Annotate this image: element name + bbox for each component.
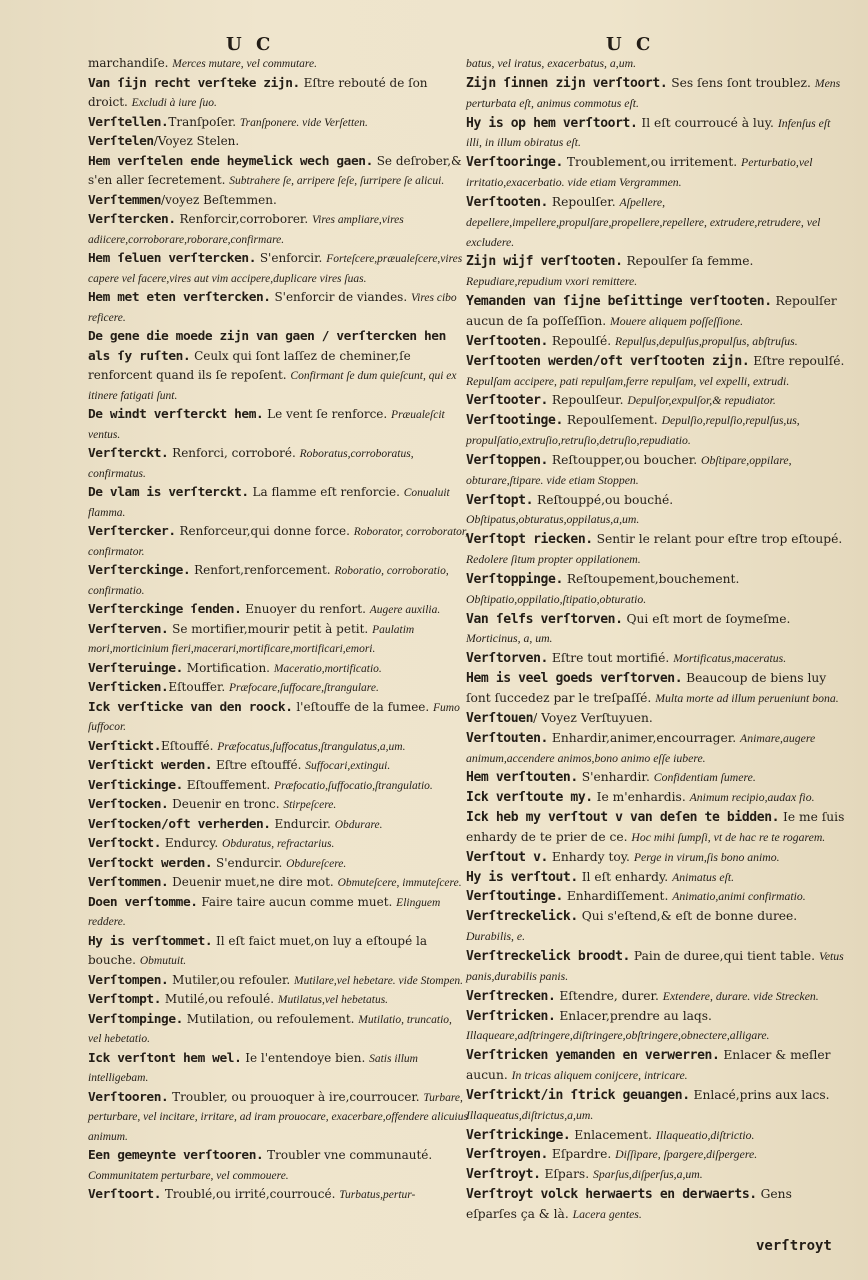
headword: Verſtrickinge.: [466, 1127, 571, 1143]
latin-gloss: Animatio,animi confirmatio.: [672, 890, 806, 904]
dictionary-entry: [88, 405, 468, 444]
dictionary-entry: [466, 1007, 846, 1047]
dictionary-entry: [466, 1086, 846, 1126]
french-gloss: Renfort,renforcement.: [190, 563, 335, 577]
headword: Verſtoutinge.: [466, 889, 563, 905]
french-gloss: Ses ſens ſont troublez.: [667, 75, 815, 90]
french-gloss: Il eſt faict muet,on luy a eſtoupé la bouche.: [88, 933, 428, 967]
dictionary-entry: [88, 1088, 468, 1147]
dictionary-entry: [88, 132, 468, 152]
french-gloss: Repoulſer ſa femme.: [622, 254, 754, 269]
dictionary-entry: [466, 808, 846, 848]
latin-gloss: Turbatus,pertur-: [339, 1189, 416, 1201]
headword: Verſticken.: [88, 680, 169, 695]
latin-gloss: Elinguem reddere.: [88, 896, 441, 928]
latin-gloss: Mutilare,vel hebetare. vide Stompen.: [294, 974, 464, 987]
latin-gloss: Depulſor,expulſor,& repudiator.: [627, 394, 776, 408]
french-gloss: Enlacement.: [570, 1127, 656, 1142]
latin-gloss: Præfocare,ſuffocare,ſtrangulare.: [229, 682, 379, 694]
dictionary-entry: [88, 795, 468, 815]
dictionary-entry: [466, 768, 846, 788]
latin-gloss: Vires cibo reficere.: [88, 292, 457, 324]
french-gloss: Eſtre rebouté de ſon droict.: [88, 75, 428, 109]
headword: Hy is verſtommet.: [88, 933, 213, 949]
dictionary-entry: [88, 54, 468, 74]
headword: Verſtoort.: [88, 1187, 162, 1202]
french-gloss: Reſtoupement,bouchement.: [562, 571, 740, 586]
latin-gloss: Obduratus, refractarius.: [222, 838, 335, 850]
dictionary-entry: [466, 332, 846, 352]
dictionary-entry: [466, 114, 846, 154]
french-gloss: S'enforcir.: [256, 251, 327, 265]
dictionary-entry: [88, 659, 468, 679]
french-gloss: Ceulx qui ſont laſſez de cheminer,ſe renforcent quand ils ſe repoſent.: [88, 348, 411, 382]
headword: Verſtercken.: [88, 212, 176, 227]
dictionary-entry: [466, 649, 846, 669]
dictionary-entry: [466, 868, 846, 888]
running-head-right: U C: [606, 34, 655, 55]
french-gloss: Troublement,ou irritement.: [562, 155, 742, 170]
french-gloss: Faire taire aucun comme muet.: [197, 894, 397, 909]
headword: De gene die moede zijn van gaen / verſtercken hen als ſy ruſten.: [88, 329, 446, 364]
latin-gloss: Obmuteſcere, immuteſcere.: [337, 877, 462, 889]
headword: Verſtockt werden.: [88, 855, 213, 871]
dictionary-entry: [88, 600, 468, 620]
latin-gloss: Confidentiam ſumere.: [653, 771, 756, 785]
dictionary-entry: [466, 1145, 846, 1165]
headword: Ick verſtoute my.: [466, 790, 593, 806]
french-gloss: l'eſtouffe de la fumee.: [292, 699, 434, 714]
headword: Verſtouen: [466, 710, 534, 726]
headword: Doen verſtomme.: [88, 894, 198, 910]
dictionary-entry: [466, 788, 846, 808]
french-gloss: Reſtouppé,ou bouché.: [533, 492, 674, 507]
french-gloss: Il eſt courroucé à luy.: [637, 115, 778, 130]
headword: Verſtocken.: [88, 797, 169, 812]
dictionary-entry: [466, 729, 846, 769]
french-gloss: Enhardy toy.: [548, 849, 634, 864]
french-gloss: Eſtouffement.: [182, 777, 275, 792]
latin-gloss: Obdurare.: [334, 818, 383, 831]
french-gloss: Se deſrober,& s'en aller ſecretement.: [88, 153, 462, 187]
latin-gloss: Conualuit flamma.: [88, 487, 450, 519]
headword: Verſtootinge.: [466, 413, 563, 429]
headword: Hem verſtouten.: [466, 770, 578, 786]
dictionary-entry: [466, 709, 846, 729]
latin-gloss: Confirmant ſe dum quieſcunt, qui ex itinere fatigati ſunt.: [88, 370, 457, 402]
latin-gloss: Repulſus,depulſus,propulſus, abſtruſus.: [614, 334, 798, 348]
french-gloss: Enhardiſſement.: [562, 889, 673, 904]
headword: Verſtricken.: [466, 1008, 556, 1024]
headword: Verſtooren.: [88, 1089, 169, 1105]
dictionary-entry: [466, 1165, 846, 1185]
latin-gloss: Communitatem perturbare, vel commouere.: [88, 1169, 289, 1182]
latin-gloss: Repudiare,repudium vxori remittere.: [466, 275, 638, 289]
catchword: verſtroyt: [756, 1238, 832, 1254]
headword: Verſtellen.: [88, 114, 169, 130]
dictionary-entry: [466, 292, 846, 332]
french-gloss: Repoulſé.: [548, 333, 615, 348]
headword: Yemanden van ſijne beſittinge verſtooten.: [466, 294, 772, 310]
latin-gloss: Maceratio,mortificatio.: [273, 662, 382, 675]
headword: Verſtroyt.: [466, 1167, 541, 1183]
headword: Verſtockt.: [88, 836, 162, 851]
headword: Van ſelfs verſtorven.: [466, 611, 623, 627]
french-gloss: Renforceur,qui donne force.: [175, 524, 354, 538]
french-gloss: Le vent ſe renforce.: [263, 407, 392, 421]
headword: Verſtompen.: [88, 972, 169, 988]
dictionary-entry: [88, 444, 468, 483]
french-gloss: marchandiſe.: [88, 56, 173, 70]
dictionary-entry: [466, 947, 846, 987]
headword: Verſtercker.: [88, 524, 176, 539]
french-gloss: Qui s'eſtend,& eſt de bonne duree.: [577, 909, 798, 924]
headword: Verſtocken/oft verherden.: [88, 816, 271, 832]
headword: Hem met eten verſtercken.: [88, 290, 271, 305]
dictionary-entry: [88, 561, 468, 600]
headword: Hy is verſtout.: [466, 869, 578, 885]
french-gloss: Enhardir,animer,encourrager.: [548, 730, 741, 745]
dictionary-entry: [466, 252, 846, 292]
dictionary-entry: [88, 1185, 468, 1205]
latin-gloss: Obſtipatio,oppilatio,ſtipatio,obturatio.: [466, 592, 647, 606]
latin-gloss: Mutilatio, truncatio, vel hebetatio.: [88, 1013, 452, 1045]
headword: Verſtricken yemanden en verwerren.: [466, 1048, 720, 1064]
running-head-left: U C: [226, 34, 275, 55]
headword: Verſterckinge ſenden.: [88, 602, 242, 617]
dictionary-entry: [88, 483, 468, 522]
french-gloss: Mutiler,ou refouler.: [168, 972, 295, 987]
dictionary-entry: [88, 249, 468, 288]
dictionary-entry: [466, 74, 846, 114]
headword: Verſtompinge.: [88, 1011, 183, 1027]
headword: Verſterven.: [88, 621, 169, 637]
dictionary-entry: [466, 530, 846, 570]
dictionary-entry: [88, 854, 468, 874]
latin-gloss: Redolere ſitum propter oppilationem.: [466, 553, 641, 567]
dictionary-entry: [466, 610, 846, 650]
french-gloss: Reſtoupper,ou boucher.: [548, 452, 702, 467]
headword: Verſtickt.: [88, 738, 162, 754]
dictionary-entry: [88, 327, 468, 405]
dictionary-entry: [88, 620, 468, 659]
french-gloss: / Voyez Verſtuyuen.: [533, 710, 653, 725]
french-gloss: /Voyez Stelen.: [153, 134, 240, 148]
dictionary-entry: [466, 153, 846, 193]
right-column: [466, 54, 846, 1225]
french-gloss: Sentir le relant pour eſtre trop eſtoupé.: [592, 532, 843, 547]
headword: Verſtoppen.: [466, 452, 549, 468]
headword: Zijn wijf verſtooten.: [466, 254, 623, 270]
dictionary-entry: [466, 848, 846, 868]
headword: Verſtooringe.: [466, 155, 563, 171]
headword: Verſtopt riecken.: [466, 532, 593, 548]
headword: Verſtroyt volck herwaerts en derwaerts.: [466, 1187, 757, 1203]
latin-gloss: Animum recipio,audax fio.: [689, 791, 815, 805]
headword: Zijn ſinnen zijn verſtoort.: [466, 75, 668, 91]
latin-gloss: Forteſcere,præualeſcere,vires capere vel facere,vires aut vim accipere,duplicare vires ſuas.: [88, 253, 463, 285]
dictionary-entry: [88, 288, 468, 327]
headword: Ick verſticke van den roock.: [88, 699, 293, 715]
latin-gloss: Mortificatus,maceratus.: [673, 652, 787, 666]
french-gloss: Ie me ſuis enhardy de te prier de ce.: [466, 810, 845, 844]
dictionary-entry: [88, 776, 468, 796]
headword: Verſtrickt/in ſtrick geuangen.: [466, 1087, 690, 1103]
dictionary-entry: [466, 451, 846, 491]
dictionary-entry: [466, 887, 846, 907]
dictionary-entry: [88, 873, 468, 893]
headword: Verſtopt.: [466, 492, 534, 508]
headword: Verſtroyen.: [466, 1147, 549, 1163]
latin-gloss: Perturbatio,vel irritatio,exacerbatio. vide etiam Vergrammen.: [466, 156, 813, 190]
french-gloss: S'enforcir de viandes.: [270, 290, 411, 304]
dictionary-entry: [466, 1126, 846, 1146]
dictionary-entry: [88, 152, 468, 191]
headword: Hem is veel goeds verſtorven.: [466, 671, 683, 687]
french-gloss: Eſtre eſtouffé.: [212, 758, 306, 772]
dictionary-entry: [466, 987, 846, 1007]
french-gloss: Deuenir muet,ne dire mot.: [168, 875, 338, 889]
latin-gloss: Subtrahere ſe, arripere ſeſe, ſurripere ſe alicui.: [229, 175, 445, 187]
headword: Verſtickt werden.: [88, 758, 213, 773]
french-gloss: Eſtendre, durer.: [555, 988, 663, 1003]
latin-gloss: Satis illum intelligebam.: [88, 1052, 418, 1084]
latin-gloss: Animare,augere animum,accendere animos,bono animo eſſe iubere.: [466, 731, 816, 765]
dictionary-entry: [88, 522, 468, 561]
dictionary-entry: [466, 491, 846, 531]
latin-gloss: Morticinus, a, um.: [466, 632, 553, 646]
french-gloss: Qui eſt mort de ſoymeſme.: [622, 611, 791, 626]
latin-gloss: Roboratus,corroboratus, confirmatus.: [88, 448, 414, 480]
dictionary-entry: [88, 737, 468, 757]
latin-gloss: Præualeſcit ventus.: [88, 409, 445, 441]
headword: Verſtooten.: [466, 194, 549, 210]
french-gloss: Eſtre tout mortifié.: [548, 651, 674, 666]
headword: Hem verſtelen ende heymelick wech gaen.: [88, 153, 373, 169]
headword: Verſtout v.: [466, 849, 549, 865]
french-gloss: Troubler, ou prouoquer à ire,courroucer.: [168, 1089, 424, 1104]
latin-gloss: Tranſponere. vide Verſetten.: [239, 116, 368, 129]
latin-gloss: Mouere aliquem poſſeſſione.: [610, 314, 744, 328]
latin-gloss: Mens perturbata eſt, animus commotus eſt.: [466, 76, 841, 110]
headword: Ick heb my verſtout v van deſen te bidden.: [466, 810, 780, 826]
dictionary-entry: [466, 570, 846, 610]
dictionary-entry: [88, 1146, 468, 1185]
latin-gloss: Sparſus,diſperſus,a,um.: [593, 1168, 703, 1182]
latin-gloss: Hoc mihi ſumpſi, vt de hac re te rogarem.: [631, 830, 826, 844]
latin-gloss: Obſtipare,oppilare, obturare,ſtipare. vide etiam Stoppen.: [466, 453, 792, 487]
dictionary-entry: [88, 678, 468, 698]
french-gloss: Endurcy.: [161, 836, 223, 850]
headword: Ick verſtont hem wel.: [88, 1050, 242, 1066]
french-gloss: Repoulſer.: [548, 194, 620, 209]
french-gloss: /voyez Beſtemmen.: [161, 192, 277, 207]
french-gloss: Renforcir,corroborer.: [175, 212, 312, 226]
french-gloss: Renforci, corroboré.: [168, 446, 300, 460]
headword: De windt verſterckt hem.: [88, 407, 264, 422]
latin-gloss: Repulſam accipere, pati repulſam,ferre repulſam, vel expelli, extrudi.: [466, 374, 790, 388]
latin-gloss: Suffocari,extingui.: [305, 760, 391, 772]
latin-gloss: Merces mutare, vel commutare.: [172, 58, 317, 70]
dictionary-entry: [466, 669, 846, 709]
dictionary-entry: [88, 834, 468, 854]
headword: Verſtickinge.: [88, 777, 183, 793]
latin-gloss: Turbare, perturbare, vel incitare, irritare, ad iram prouocare, exacerbare,offendere alicuius animum.: [88, 1091, 468, 1143]
dictionary-entry: [88, 1010, 468, 1049]
french-gloss: Tranſpoſer.: [168, 114, 240, 129]
headword: Verſtrecken.: [466, 988, 556, 1004]
french-gloss: La flamme eſt renforcie.: [248, 485, 404, 499]
headword: Verſterckinge.: [88, 563, 191, 578]
headword: De vlam is verſterckt.: [88, 485, 249, 500]
headword: Hem ſeluen verſtercken.: [88, 251, 257, 266]
latin-gloss: Extendere, durare. vide Strecken.: [662, 989, 819, 1003]
french-gloss: Beaucoup de biens luy ſont ſuccedez par le treſpaſſé.: [466, 671, 827, 705]
latin-gloss: Durabilis, e.: [466, 930, 526, 944]
headword: Verſtoppinge.: [466, 571, 563, 587]
french-gloss: Eſtouffer.: [168, 680, 230, 694]
headword: Van ſijn recht verſteke zijn.: [88, 75, 300, 91]
french-gloss: Il eſt enhardy.: [577, 869, 673, 884]
latin-gloss: Obſtipatus,obturatus,oppilatus,a,um.: [466, 513, 640, 527]
headword: Verſtemmen: [88, 192, 162, 208]
latin-gloss: Præfocatus,ſuffocatus,ſtrangulatus,a,um.: [217, 740, 406, 753]
latin-gloss: Roboratio, corroboratio, confirmatio.: [88, 565, 449, 597]
dictionary-entry: [88, 74, 468, 113]
latin-gloss: Perge in virum,ſis bono animo.: [633, 850, 780, 864]
latin-gloss: Præfocatio,ſuffocatio,ſtrangulatio.: [274, 779, 433, 792]
headword: Verſtouten.: [466, 730, 549, 746]
dictionary-entry: [466, 391, 846, 411]
french-gloss: Repoulſement.: [562, 413, 662, 428]
latin-gloss: Mutilatus,vel hebetatus.: [277, 994, 389, 1006]
dictionary-entry: [466, 1046, 846, 1086]
latin-gloss: Stirpeſcere.: [283, 799, 337, 811]
french-gloss: Endurcir.: [270, 816, 335, 831]
latin-gloss: Fumo ſuffocor.: [88, 701, 460, 733]
french-gloss: Troublé,ou irrité,courroucé.: [161, 1187, 340, 1201]
headword: Verſteruinge.: [88, 660, 183, 676]
headword: Verſtelen: [88, 134, 154, 149]
left-column: [88, 54, 468, 1205]
latin-gloss: Multa morte ad illum perueniunt bona.: [655, 692, 839, 705]
latin-gloss: Roborator, corroborator, confirmator.: [88, 526, 468, 558]
french-gloss: Mutilation, ou refoulement.: [182, 1011, 359, 1026]
latin-gloss: Illaqueatio,diſtrictio.: [655, 1128, 755, 1142]
headword: Verſtreckelick.: [466, 909, 578, 925]
dictionary-entry: [466, 54, 846, 74]
latin-gloss: Excludi à iure ſuo.: [131, 97, 217, 109]
latin-gloss: Depulſio,repulſio,repulſus,us, propulſatio,extruſio,retruſio,detruſio,repudiatio.: [466, 414, 800, 448]
dictionary-entry: [88, 1049, 468, 1088]
latin-gloss: Obmutuit.: [139, 955, 187, 967]
dictionary-entry: [88, 990, 468, 1010]
latin-gloss: Augere auxilia.: [369, 604, 441, 616]
french-gloss: Ie l'entendoye bien.: [241, 1050, 370, 1065]
french-gloss: Eſtouffé.: [161, 738, 218, 753]
french-gloss: Ie m'enhardis.: [592, 790, 690, 805]
french-gloss: S'endurcir.: [212, 855, 287, 870]
dictionary-entry: [88, 698, 468, 737]
dictionary-entry: [466, 1185, 846, 1225]
headword: Verſtooten.: [466, 333, 549, 349]
french-gloss: Mutilé,ou refoulé.: [161, 992, 278, 1006]
headword: Een gemeynte verſtooren.: [88, 1148, 264, 1163]
dictionary-entry: [88, 815, 468, 835]
french-gloss: Repoulſeur.: [548, 393, 628, 408]
latin-gloss: Aſpellere, depellere,impellere,propulſare,propellere,repellere, extrudere,retrudere, vel excludere.: [466, 195, 821, 249]
headword: Verſtreckelick broodt.: [466, 948, 631, 964]
dictionary-entry: [88, 932, 468, 971]
headword: Verſtorven.: [466, 651, 549, 667]
latin-gloss: Infenſus eſt illi, in illum obiratus eſt.: [466, 116, 831, 150]
latin-gloss: Illaqueare,adſtringere,diſtringere,obſtringere,obnectere,alligare.: [466, 1029, 770, 1043]
french-gloss: Eſpars.: [540, 1167, 594, 1182]
french-gloss: Se mortifier,mourir petit à petit.: [168, 621, 373, 636]
french-gloss: Enlacer & meſler aucun.: [466, 1048, 831, 1083]
french-gloss: Gens eſparſes ça & là.: [466, 1187, 792, 1221]
headword: Verſtooten werden/oft verſtooten zijn.: [466, 353, 750, 369]
latin-gloss: Diſſipare, ſpargere,diſpergere.: [615, 1148, 758, 1162]
dictionary-entry: [88, 756, 468, 776]
dictionary-entry: [466, 352, 846, 392]
french-gloss: Eſtre repoulſé.: [749, 353, 845, 368]
latin-gloss: batus, vel iratus, exacerbatus, a,um.: [466, 57, 637, 70]
latin-gloss: In tricas aliquem conijcere, intricare.: [511, 1069, 688, 1083]
dictionary-entry: [88, 210, 468, 249]
latin-gloss: Animatus eſt.: [672, 870, 735, 884]
dictionary-entry: [88, 893, 468, 932]
headword: Verſtommen.: [88, 875, 169, 890]
latin-gloss: Lacera gentes.: [572, 1207, 642, 1221]
dictionary-entry: [466, 907, 846, 947]
headword: Verſterckt.: [88, 446, 169, 461]
french-gloss: Enlacé,prins aux lacs.: [689, 1087, 830, 1102]
french-gloss: Deuenir en tronc.: [168, 797, 284, 811]
latin-gloss: Paulatim mori,morticinium fieri,macerari,mortificare,mortificari,emori.: [88, 623, 415, 655]
headword: Hy is op hem verſtoort.: [466, 115, 638, 131]
dictionary-entry: [466, 411, 846, 451]
dictionary-entry: [88, 191, 468, 211]
french-gloss: Eſpardre.: [548, 1147, 616, 1162]
dictionary-entry: [88, 113, 468, 133]
french-gloss: Enlacer,prendre au laqs.: [555, 1008, 712, 1023]
latin-gloss: Obdureſcere.: [286, 857, 347, 870]
latin-gloss: Vires ampliare,vires adiicere,corroborare,roborare,confirmare.: [88, 214, 404, 246]
latin-gloss: Illaqueatus,diſtrictus,a,um.: [466, 1108, 594, 1122]
french-gloss: Troubler vne communauté.: [263, 1148, 433, 1162]
dictionary-entry: [466, 193, 846, 253]
french-gloss: Enuoyer du renfort.: [241, 602, 370, 616]
headword: Verſtompt.: [88, 992, 162, 1007]
headword: Verſtooter.: [466, 393, 549, 409]
french-gloss: Repoulſer aucun de ſa poſſeſſion.: [466, 294, 837, 328]
latin-gloss: Vetus panis,durabilis panis.: [466, 949, 844, 983]
french-gloss: Pain de duree,qui tient table.: [630, 948, 819, 963]
dictionary-entry: [88, 971, 468, 991]
french-gloss: Mortification.: [182, 660, 274, 675]
french-gloss: S'enhardir.: [577, 770, 654, 785]
